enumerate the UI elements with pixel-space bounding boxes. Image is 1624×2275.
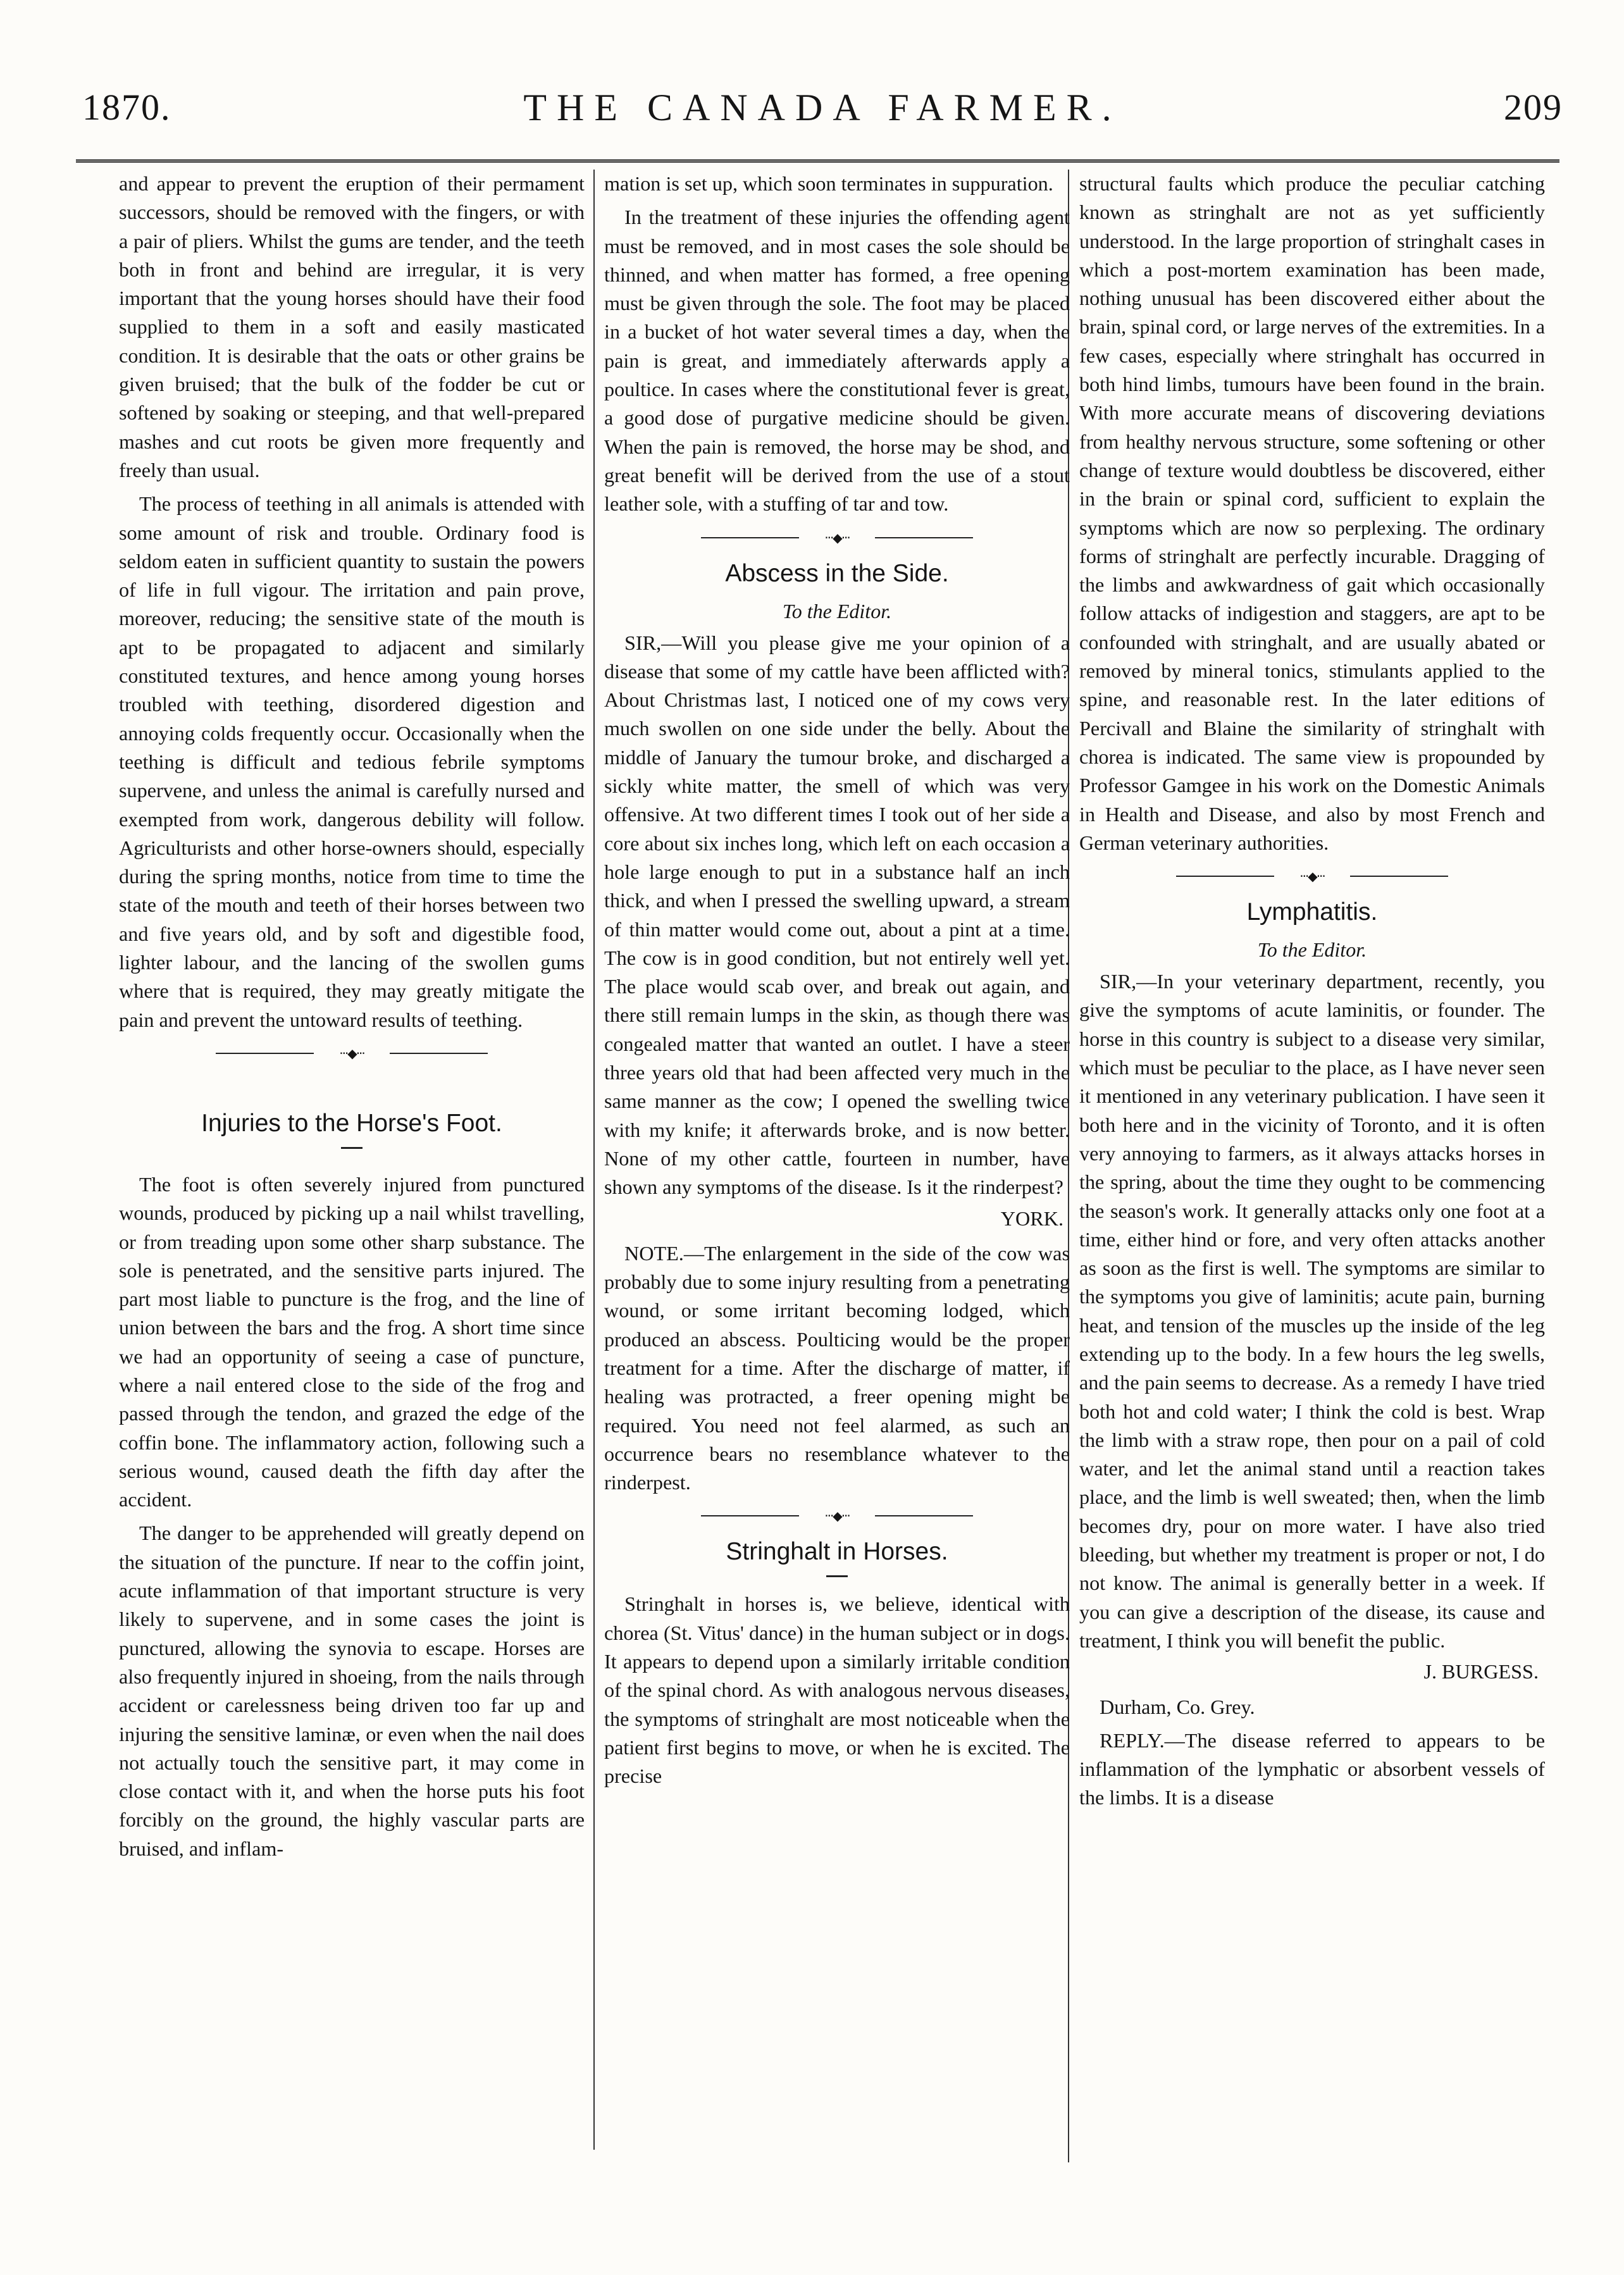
section-divider	[701, 530, 973, 545]
article-paragraph: structural faults which produce the peculiar catching known as stringhalt are not as yet sufficiently understood. In the large proportion of stringhalt cases in which a post-mortem examination has been made, nothing unusual has been discovered either about the brain, spinal cord, or large nerves of the extremities. In a few cases, especially where stringhalt has occurred in both hind limbs, tumours have been found in the brain. With more accurate means of discovering deviations from healthy nervous structure, some softening or other change of texture would doubtless be discovered, either in the brain or spinal cord, sufficient to explain the symptoms which are now so perplexing. The ordinary forms of stringhalt are perfectly incurable. Dragging of the limbs and awkwardness of gait which occasionally follow attacks of indigestion and staggers, are apt to be confounded with stringhalt, and are usually abated or removed by mineral tonics, stimulants applied to the spine, and reasonable rest. In the later editions of Percivall and Blaine the similarity of stringhalt with chorea is indicated. The same view is propounded by Professor Gamgee in his work on the Domestic Animals in Health and Disease, and also by most French and German veterinary authorities.	[1079, 172, 1545, 854]
to-the-editor: To the Editor.	[782, 599, 892, 623]
heading-abscess-side: Abscess in the Side.	[725, 559, 949, 587]
article-paragraph: and appear to prevent the eruption of their permament successors, should be removed with the fingers, or with a pair of pliers. Whilst the gums are tender, and the teeth both in front and behind are irregular, it is very important that the young horses should have their food supplied to them in a soft and easily masticated condition. It is desirable that the oats or other grains be given bruised; that the bulk of the fodder be cut or softened by soaking or steeping, and that well-prepared mashes and cut roots be given more frequently and freely than usual.	[119, 172, 585, 481]
editor-reply: REPLY.—The disease referred to appears to be inflammation of the lymphatic or absorbent vessels of the limbs. It is a disease	[1079, 1728, 1545, 1809]
divider-ornament: ···◆···	[314, 1046, 390, 1061]
header-rule	[76, 159, 1559, 163]
article-paragraph: In the treatment of these injuries the offending agent must be removed, and in most cases the sole should be thinned, and when matter has formed, a free opening must be given through the sole. The foot may be placed in a bucket of hot water several times a day, when the pain is great, and immediately afterwards apply a poultice. In cases where the constitutional fever is great, a good dose of purgative medicine should be given. When the pain is removed, the horse may be shod, and great benefit will be derived from the use of a stout leather sole, with a stuffing of tar and tow.	[604, 206, 1070, 516]
letter-lymphatitis: SIR,—In your veterinary department, recently, you give the symptoms of acute laminitis, or founder. The horse in this country is subject to a disease very similar, which must be peculiar to the place, as I have never seen it mentioned in any veterinary publication. I have seen it both here and in the vicinity of Toronto, and it is often very annoying to farmers, as it always attacks horses in the spring, about the time they ought to be commencing the season's work. It generally attacks only one foot at a time, either hind or fore, and very often attacks another as soon as the first is well. The symptoms are similar to the symptoms you give of laminitis; acute pain, burning heat, and tension of the muscles up the inside of the leg extending up to the body. In a few hours the leg swells, and the pain seems to decrease. As a remedy I have tried both hot and cold water; I think the cold is best. Wrap the limb with a straw rope, then pour on a pail of cold water, and let the animal stand until a reaction takes place, and the limb is well sweated; then, when the limb becomes dry, pour on more water. I have also tried bleeding, but whether my treatment is proper or not, I do not know. The animal is generally better in a week. If you can give a description of the disease, its cause and treatment, I think you will benefit the public.	[1079, 970, 1545, 1652]
letter-abscess: SIR,—Will you please give me your opinion of a disease that some of my cattle have been afflicted with? About Christmas last, I noticed one of my cows very much swollen on one side under the belly. About the middle of January the tumour broke, and discharged a sickly white matter, the smell of which was very offensive. At two different times I took out of her side a core about six inches long, which left on each occasion a hole large enough to put in a substance half an inch thick, and when I pressed the swelling upward, a stream of thin matter would come out, about a pint at a time. The cow is in good condition, but not entirely well yet. The place would scab over, and break out again, and there still remain lumps in the skin, as though there was congealed matter that wanted an outlet. I have a steer three years old that had been affected very much in the same manner as the cow; I opened the swelling twice with my knife; it afterwards broke, and is now better. None of my other cattle, fourteen in number, have shown any symptoms of the disease. Is it the rinderpest?	[604, 631, 1070, 1199]
article-paragraph: The process of teething in all animals is attended with some amount of risk and trouble. Ordinary food is seldom eaten in sufficient quantity to sustain the powers of life in full vigour. The irritation and pain prove, moreover, reducing; the sensitive state of the mouth is apt to be propagated to adjacent and similarly constituted textures, and hence among young horses troubled with teething, disordered digestion and annoying colds frequently occur. Occasionally when the teething is difficult and tedious febrile symptoms supervene, and unless the animal is carefully nursed and exempted from work, dangerous debility will follow. Agriculturists and other horse-owners should, especially during the spring months, notice from time to time the state of the mouth and teeth of their horses between two and five years old, and by soft and digestible food, lighter labour, and the lancing of the swollen gums where that is required, they may greatly mitigate the pain and prevent the untoward results of teething.	[119, 492, 585, 1031]
heading-injuries-horse-foot: Injuries to the Horse's Foot.	[201, 1109, 502, 1137]
letter-signature: YORK.	[1000, 1206, 1063, 1230]
column-3	[1079, 170, 1545, 1818]
heading-rule	[826, 1575, 848, 1577]
header-year: 1870.	[82, 87, 171, 128]
heading-rule	[341, 1147, 363, 1149]
divider-ornament: ···◆···	[799, 1508, 875, 1523]
page-number: 209	[1504, 87, 1563, 128]
editor-note: NOTE.—The enlargement in the side of the cow was probably due to some injury resulting from a penetrating wound, or some irritant becoming lodged, which produced an abscess. Poulticing would be the proper treatment for a time. After the discharge of matter, if healing was protracted, a freer opening might be required. You need not feel alarmed, as such an occurrence bears no resemblance whatever to the rinderpest.	[604, 1241, 1070, 1494]
letter-signature: J. BURGESS.	[1423, 1660, 1539, 1683]
section-divider	[701, 1508, 973, 1523]
to-the-editor: To the Editor.	[1257, 938, 1367, 962]
section-divider	[1176, 869, 1448, 884]
section-divider	[216, 1046, 488, 1061]
divider-ornament: ···◆···	[799, 530, 875, 545]
letter-location: Durham, Co. Grey.	[1100, 1695, 1255, 1718]
page-header	[82, 86, 1563, 143]
heading-lymphatitis: Lymphatitis.	[1246, 898, 1378, 926]
divider-ornament: ···◆···	[1274, 869, 1350, 884]
article-paragraph: The danger to be apprehended will greatly depend on the situation of the puncture. If near to the coffin joint, acute inflammation of that important structure is very likely to supervene, and in some cases the joint is punctured, allowing the synovia to escape. Horses are also frequently injured in shoeing, from the nails through accident or carelessness being driven too far up and injuring the sensitive laminæ, or even when the nail does not actually touch the sensitive part, it may come in close contact with it, and when the horse puts his foot forcibly on the ground, the highly vascular parts are bruised, and inflam-	[119, 1522, 585, 1860]
article-paragraph: Stringhalt in horses is, we believe, identical with chorea (St. Vitus' dance) in the human subject or in dogs. It appears to depend upon a similarly irritable condition of the spinal chord. As with analogous nervous diseases, the symptoms of stringhalt are most noticeable when the patient first begins to move, or when he is excited. The precise	[604, 1592, 1070, 1788]
column-1	[119, 170, 585, 1868]
heading-stringhalt: Stringhalt in Horses.	[726, 1538, 948, 1566]
article-paragraph: The foot is often severely injured from punctured wounds, produced by picking up a nail whilst travelling, or from treading upon some other sharp substance. The sole is penetrated, and the sensitive parts injured. The part most liable to puncture is the frog, and the line of union between the bars and the frog. A short time since we had an opportunity of seeing a case of puncture, where a nail entered close to the side of the frog and passed through the tendon, and grazed the edge of the coffin bone. The inflammatory action, following such a serious wound, caused death the fifth day after the accident.	[119, 1172, 585, 1511]
article-paragraph: mation is set up, which soon terminates in suppuration.	[604, 172, 1053, 195]
masthead-title: THE CANADA FARMER.	[523, 87, 1122, 128]
column-rule-left	[593, 170, 595, 2150]
column-2	[604, 170, 1070, 1796]
